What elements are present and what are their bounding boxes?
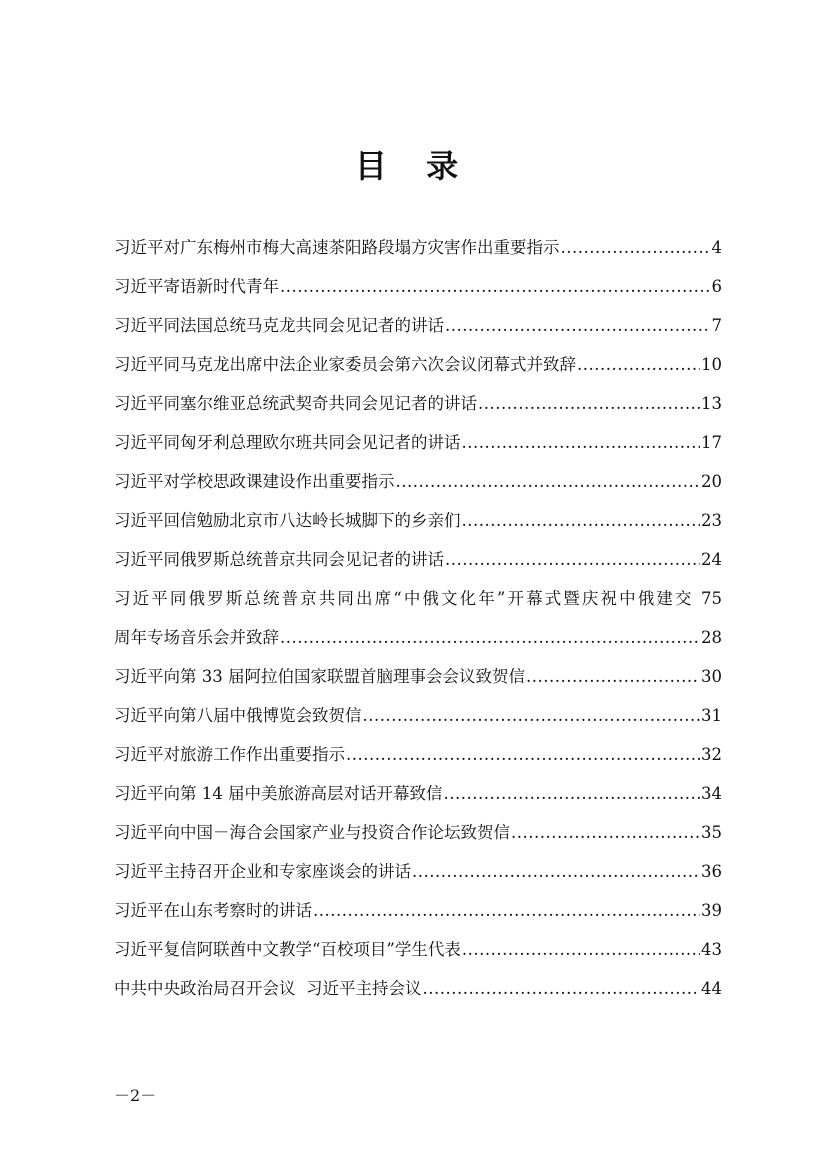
toc-dot-leader: [346, 735, 700, 774]
toc-entry-title-line2: 周年专场音乐会并致辞: [114, 628, 279, 647]
toc-entry[interactable]: [114, 228, 722, 267]
toc-entry-page: 7: [711, 316, 722, 335]
toc-entry-title: 习近平回信勉励北京市八达岭长城脚下的乡亲们: [114, 511, 461, 530]
toc-entry-page: 34: [701, 784, 722, 803]
toc-dot-leader: [445, 540, 700, 579]
toc-entry-page: 28: [701, 628, 722, 647]
toc-entry[interactable]: [114, 774, 722, 813]
toc-entry[interactable]: [114, 735, 722, 774]
toc-entry[interactable]: [114, 891, 722, 930]
toc-dot-leader: [444, 774, 701, 813]
toc-dot-leader: [313, 891, 700, 930]
toc-entry-title-line1: 习近平同俄罗斯总统普京共同出席“中俄文化年”开幕式暨庆祝中俄建交 75: [114, 589, 722, 608]
toc-entry-page: 4: [711, 238, 722, 257]
toc-entry[interactable]: [114, 930, 722, 969]
toc-entry-page: 31: [701, 706, 722, 725]
toc-entry-title: 习近平同俄罗斯总统普京共同会见记者的讲话: [114, 550, 444, 569]
toc-entry-multiline[interactable]: [114, 579, 722, 657]
table-of-contents: [114, 228, 722, 1008]
toc-entry-title: 习近平对学校思政课建设作出重要指示: [114, 472, 395, 491]
toc-entry-page: 24: [701, 550, 722, 569]
toc-dot-leader: [462, 930, 700, 969]
toc-dot-leader: [511, 813, 700, 852]
toc-entry-title: 习近平主持召开企业和专家座谈会的讲话: [114, 862, 411, 881]
toc-entry-page: 23: [701, 511, 722, 530]
toc-dot-leader: [478, 384, 700, 423]
toc-entry-title: 习近平对广东梅州市梅大高速茶阳路段塌方灾害作出重要指示: [114, 238, 560, 257]
toc-entry[interactable]: [114, 813, 722, 852]
toc-dot-leader: [412, 852, 700, 891]
toc-dot-leader: [423, 969, 701, 1008]
toc-entry-page: 10: [701, 355, 722, 374]
toc-entry[interactable]: [114, 267, 722, 306]
toc-entry[interactable]: [114, 462, 722, 501]
toc-dot-leader: [526, 657, 700, 696]
toc-entry[interactable]: [114, 306, 722, 345]
toc-dot-leader: [561, 228, 711, 267]
toc-entry[interactable]: [114, 501, 722, 540]
toc-entry-page: 6: [711, 277, 722, 296]
toc-entry-page: 44: [701, 979, 722, 998]
toc-dot-leader: [462, 423, 701, 462]
toc-dot-leader: [445, 306, 711, 345]
toc-entry[interactable]: [114, 423, 722, 462]
toc-entry-page: 35: [701, 823, 722, 842]
toc-entry-title: 习近平同匈牙利总理欧尔班共同会见记者的讲话: [114, 433, 461, 452]
toc-entry[interactable]: [114, 345, 722, 384]
page-title: 目 录: [354, 147, 473, 185]
toc-dot-leader: [577, 345, 700, 384]
toc-entry[interactable]: [114, 540, 722, 579]
toc-dot-leader: [396, 462, 701, 501]
toc-entry[interactable]: [114, 969, 722, 1008]
toc-entry[interactable]: [114, 696, 722, 735]
toc-entry-page: 30: [701, 667, 722, 686]
toc-entry-title: 中共中央政治局召开会议 习近平主持会议: [114, 979, 422, 998]
toc-entry-title: 习近平对旅游工作作出重要指示: [114, 745, 345, 764]
toc-entry-page: 13: [701, 394, 722, 413]
toc-entry-page: 43: [701, 940, 722, 959]
toc-entry-title: 习近平复信阿联酋中文教学“百校项目”学生代表: [114, 940, 461, 959]
toc-entry-title: 习近平同塞尔维亚总统武契奇共同会见记者的讲话: [114, 394, 477, 413]
toc-dot-leader: [363, 696, 701, 735]
toc-dot-leader: [280, 267, 711, 306]
toc-entry-page: 39: [701, 901, 722, 920]
toc-entry-title: 习近平在山东考察时的讲话: [114, 901, 312, 920]
toc-entry-page: 32: [701, 745, 722, 764]
toc-entry[interactable]: [114, 852, 722, 891]
toc-entry-title: 习近平向第 14 届中美旅游高层对话开幕致信: [114, 784, 443, 803]
toc-entry-title: 习近平同法国总统马克龙共同会见记者的讲话: [114, 316, 444, 335]
page-number: －2－: [114, 1086, 157, 1105]
toc-entry-title: 习近平向中国－海合会国家产业与投资合作论坛致贺信: [114, 823, 510, 842]
toc-dot-leader: [462, 501, 701, 540]
toc-entry-title: 习近平向第八届中俄博览会致贺信: [114, 706, 362, 725]
toc-entry-page: 20: [701, 472, 722, 491]
toc-entry-page: 17: [701, 433, 722, 452]
toc-entry-page: 36: [701, 862, 722, 881]
toc-entry-title: 习近平同马克龙出席中法企业家委员会第六次会议闭幕式并致辞: [114, 355, 576, 374]
toc-entry-title: 习近平向第 33 届阿拉伯国家联盟首脑理事会会议致贺信: [114, 667, 525, 686]
toc-dot-leader: [280, 618, 700, 657]
toc-entry[interactable]: [114, 384, 722, 423]
toc-entry-title: 习近平寄语新时代青年: [114, 277, 279, 296]
toc-entry[interactable]: [114, 657, 722, 696]
